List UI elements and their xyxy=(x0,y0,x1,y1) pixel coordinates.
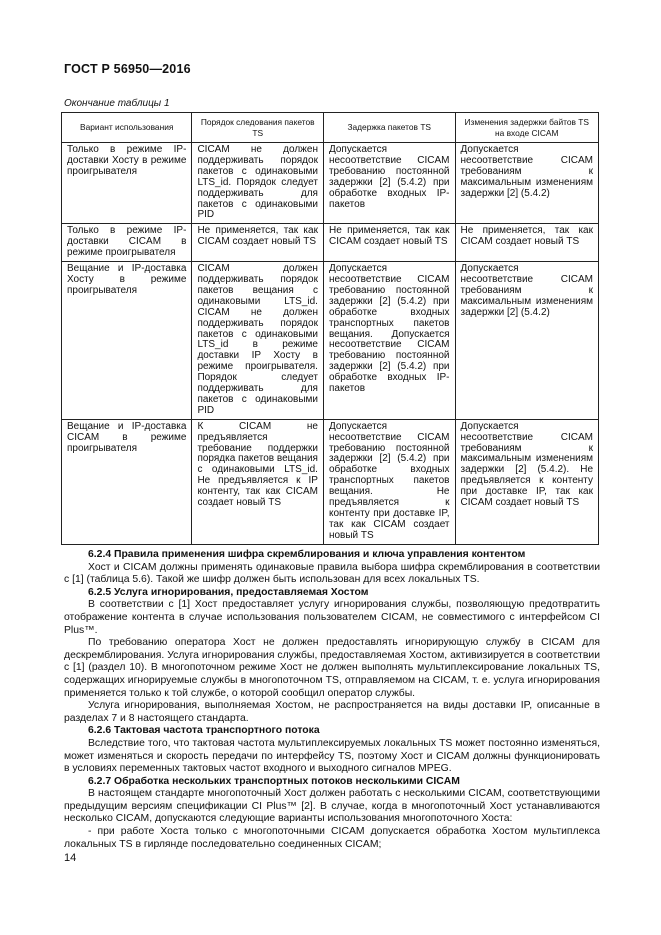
section-heading: 6.2.4 Правила применения шифра скремблирования и ключа управления контентом xyxy=(88,549,526,560)
table-cell: Не применяется, так как CICAM создает новый TS xyxy=(455,224,599,262)
table-row xyxy=(62,419,599,544)
table-cell: Допускается несоответствие CICAM требованию постоянной задержки [2] (5.4.2) при обработке входных IP-пакетов xyxy=(323,143,455,224)
paragraph: Вследствие того, что тактовая частота мультиплексируемых локальных TS может постоянно изменяться, может изменяться и скорость передачи по интерфейсу TS, поэтому Хост и CICAM должны функционировать в условиях переменных тактовых частот входного и выходного сигналов MPEG. xyxy=(64,737,600,775)
page-number: 14 xyxy=(64,852,77,864)
table-cell: Допускается несоответствие CICAM требованию постоянной задержки [2] (5.4.2) при обработке входных транспортных пакетов вещания. Не предъявляется к контенту при доставке IP, так как CICAM создает новый TS xyxy=(323,419,455,544)
table-cell: К CICAM не предъявляется требование поддержки порядка пакетов вещания с одинаковыми LTS_id. Не предъявляется к IP контенту, так как CICAM создает новый TS xyxy=(192,419,324,544)
table-cell: Вещание и IP-доставка CICAM в режиме проигрывателя xyxy=(62,419,192,544)
table-cell: Не применяется, так как CICAM создает новый TS xyxy=(323,224,455,262)
table-cell: CICAM должен поддерживать порядок пакетов вещания с одинаковыми LTS_id. CICAM не должен поддерживать порядок пакетов с одинаковыми LTS_id в режиме доставки IP Хосту в режиме проигрывателя. Порядок следует поддерживать для пакетов с одинаковыми PID xyxy=(192,262,324,420)
column-header: Задержка пакетов TS xyxy=(323,113,455,143)
table-cell: CICAM не должен поддерживать порядок пакетов с одинаковыми LTS_id. Порядок следует поддерживать для пакетов с одинаковыми PID xyxy=(192,143,324,224)
paragraph: В соответствии с [1] Хост предоставляет услугу игнорирования службы, позволяющую предотвратить отображение контента в случае использования пользователем CICAM, не совместимого с интерфейсом CI Plus™. xyxy=(64,599,600,636)
table-row xyxy=(62,224,599,262)
table-cell: Допускается несоответствие CICAM требованиям к максимальным изменениям задержки [2] (5.4.2) xyxy=(455,143,599,224)
column-header: Порядок следования пакетов TS xyxy=(192,113,324,143)
requirements-table xyxy=(61,112,599,545)
paragraph: Услуга игнорирования, выполняемая Хостом, не распространяется на виды доставки IP, описанные в разделах 7 и 8 настоящего стандарта. xyxy=(64,700,600,724)
table-caption: Окончание таблицы 1 xyxy=(64,98,170,109)
list-item: - при работе Хоста только с многопоточными CICAM допускается обработка Хостом мультиплекса локальных TS в гирлянде последовательно соединенных CICAM; xyxy=(64,826,600,850)
column-header: Вариант использования xyxy=(62,113,192,143)
paragraph: По требованию оператора Хост не должен предоставлять игнорирующую службу в CICAM для дескремблирования. Услуга игнорирования службы, предоставляемая Хостом, активизируется в соответствии с [1] (раздел 10). В многопоточном режиме Хост не должен выполнять мультиплексирование локальных TS, содержащих игнорируемые службы в многопоточном TS, отправляемом на CICAM, т. е. услуга игнорирования применяется только к той службе, о которой сообщил оператор службы. xyxy=(64,637,600,699)
section-heading: 6.2.6 Тактовая частота транспортного потока xyxy=(88,725,320,737)
section-heading: 6.2.7 Обработка нескольких транспортных потоков несколькими CICAM xyxy=(88,775,460,787)
table-cell: Только в режиме IP-доставки Хосту в режиме проигрывателя xyxy=(62,143,192,224)
body-text xyxy=(64,549,600,851)
table-cell: Вещание и IP-доставка Хосту в режиме проигрывателя xyxy=(62,262,192,420)
paragraph: В настоящем стандарте многопоточный Хост должен работать с несколькими CICAM, соответствующими предыдущим версиям спецификации CI Plus™ [2]. В случае, когда в многопоточный Хост устанавливаются несколько CICAM, допускаются следующие варианты использования многопоточного Хоста: xyxy=(64,788,600,825)
table-row xyxy=(62,143,599,224)
table-row xyxy=(62,262,599,420)
paragraph: Хост и CICAM должны применять одинаковые правила выбора шифра скремблирования в соответствии с [1] (таблица 5.6). Такой же шифр должен быть использован для всех локальных TS. xyxy=(64,561,600,586)
document-code: ГОСТ Р 56950—2016 xyxy=(64,62,191,76)
table-cell: Только в режиме IP-доставки CICAM в режиме проигрывателя xyxy=(62,224,192,262)
table-cell: Допускается несоответствие CICAM требованию постоянной задержки [2] (5.4.2) при обработке входных транспортных пакетов вещания. Допускается несоответствие CICAM требованию постоянной задержки [2] (5.4.2) при обработке входных IP-пакетов xyxy=(323,262,455,420)
table-header-row xyxy=(62,113,599,143)
table-cell: Допускается несоответствие CICAM требованиям к максимальным изменениям задержки [2] (5.4.2) xyxy=(455,262,599,420)
table-cell: Допускается несоответствие CICAM требованиям к максимальным изменениям задержки [2] (5.4.2). Не предъявляется к контенту при доставке IP, так как CICAM создает новый TS xyxy=(455,419,599,544)
table-cell: Не применяется, так как CICAM создает новый TS xyxy=(192,224,324,262)
column-header: Изменения задержки байтов TS на входе CICAM xyxy=(455,113,599,143)
section-heading: 6.2.5 Услуга игнорирования, предоставляемая Хостом xyxy=(88,586,369,598)
